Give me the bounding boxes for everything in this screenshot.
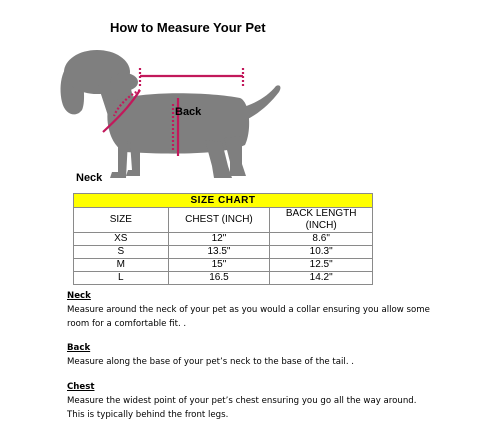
table-row [74, 246, 373, 259]
size-cell: XS [74, 233, 169, 246]
neck-heading: Neck [67, 291, 91, 301]
neck-text-line: room for a comfortable fit. . [67, 319, 187, 329]
size-chart-table [73, 193, 373, 285]
dog-measurement-diagram [0, 40, 300, 190]
chest-cell: 15" [168, 259, 270, 272]
chest-cell: 12" [168, 233, 270, 246]
back-length-cell: 14.2" [270, 272, 373, 285]
column-header-chest: CHEST (INCH) [168, 208, 270, 233]
dog-silhouette-illustration [0, 40, 300, 190]
size-cell: M [74, 259, 169, 272]
back-label: Back [175, 106, 202, 118]
chest-heading: Chest [67, 382, 95, 392]
chest-text-line: Measure the widest point of your pet’s chest ensuring you go all the way around. [67, 396, 417, 406]
neck-instructions [67, 289, 487, 331]
chest-instructions [67, 380, 487, 422]
size-cell: L [74, 272, 169, 285]
back-length-cell: 8.6" [270, 233, 373, 246]
column-header-back-length: BACK LENGTH (INCH) [270, 208, 373, 233]
chest-cell: 16.5 [168, 272, 270, 285]
column-header-size: SIZE [74, 208, 169, 233]
table-row [74, 233, 373, 246]
table-row [74, 272, 373, 285]
back-heading: Back [67, 343, 91, 353]
size-chart-title: SIZE CHART [74, 194, 373, 208]
dog-front-leg [110, 140, 128, 178]
neck-label: Neck [76, 172, 103, 184]
table-row [74, 259, 373, 272]
dog-tail [240, 85, 280, 120]
size-chart-title-row [74, 194, 373, 208]
page-title: How to Measure Your Pet [110, 20, 266, 35]
size-cell: S [74, 246, 169, 259]
back-length-cell: 12.5" [270, 259, 373, 272]
chest-cell: 13.5" [168, 246, 270, 259]
back-length-cell: 10.3" [270, 246, 373, 259]
back-instructions [67, 341, 487, 369]
back-text-line: Measure along the base of your pet’s neck to the base of the tail. . [67, 357, 355, 367]
size-chart-header-row [74, 208, 373, 233]
chest-text-line: This is typically behind the front legs. [67, 410, 229, 420]
neck-text-line: Measure around the neck of your pet as you would a collar ensuring you allow some [67, 305, 430, 315]
